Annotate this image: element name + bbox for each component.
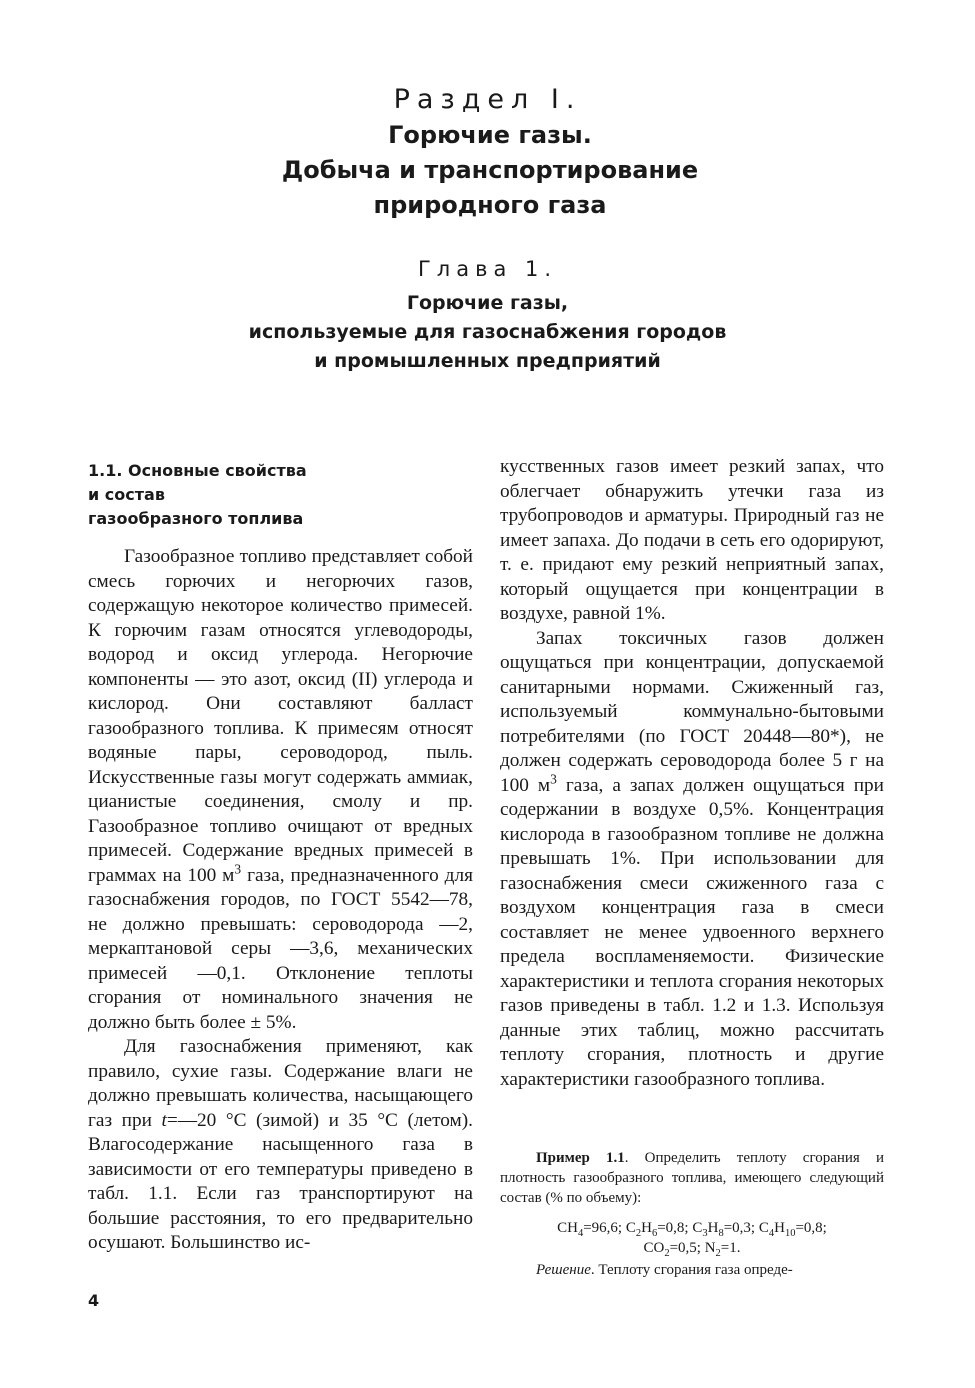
chapter-title-line: используемые для газоснабжения городов <box>248 321 727 343</box>
solution-text: . Теплоту сгорания газа опреде- <box>590 1262 793 1278</box>
solution-paragraph <box>500 1260 884 1280</box>
page-number: 4 <box>88 1291 100 1310</box>
variable: t <box>161 1109 167 1131</box>
section-title-line: газообразного топлива <box>88 509 304 528</box>
superscript: 3 <box>550 771 557 787</box>
chapter-label: Глава 1. <box>417 257 558 281</box>
value: =96,6; <box>583 1220 623 1236</box>
solution-label: Решение <box>536 1262 591 1278</box>
section-title-line: и состав <box>88 485 165 504</box>
left-column <box>88 545 473 1256</box>
chapter-title <box>160 289 815 376</box>
superscript: 3 <box>234 861 242 877</box>
paragraph-text: Запах токсичных газов должен ощущаться при концентрации, допускаемой санитарными нормами. Сжиженный газ, используемый коммунально-бытовыми потребителями (по ГОСТ 20448—80*), не должен содержать сероводорода более 5 г на 100 м <box>500 627 884 796</box>
part-title-line: Горючие газы. <box>388 121 592 149</box>
composition-formula: $CH_4=96,6$; $C_2H_6=0,8$; $C_3H_8=0,3$; $C_4H_{10}=0,8$; $CO_2=0,5$; $N_2=1$. <box>557 1220 827 1259</box>
value: =0,8; <box>657 1220 689 1236</box>
paragraph <box>88 545 473 1035</box>
paragraph: кусственных газов имеет резкий запах, что облегчает обнаружить утечки газа из трубопроводов и арматуры. Природный газ не имеет запаха. До подачи в сеть его одорируют, т. е. придают ему резкий неприятный запах, который ощущается при концентрации в воздухе, равной 1%. <box>500 456 884 624</box>
part-label: Раздел I. <box>393 84 582 115</box>
section-title-line: 1.1. Основные свойства <box>88 461 307 480</box>
section-title <box>88 459 388 531</box>
chapter-title-line: и промышленных предприятий <box>314 350 661 372</box>
paragraph <box>500 627 884 1093</box>
example-block <box>500 1148 884 1280</box>
value: =0,5; <box>669 1240 701 1256</box>
part-title-line: Добыча и транспортирование <box>281 156 699 184</box>
right-column <box>500 455 884 1092</box>
example-text: . Определить теплоту сгорания и плотность газообразного топлива, имеющего следующий состав (% по объему): <box>500 1150 884 1206</box>
paragraph-text: Для газоснабжения применяют, как правило, сухие газы. Содержание влаги не должно превышать количества, насыщающего газ при <box>88 1036 473 1131</box>
paragraph-text: =—20 °С (зимой) и 35 °С (летом). Влагосодержание насыщенного газа в зависимости от его температуры приведено в табл. 1.1. Если газ транспортируют на большие расстояния, то его предварительно осушают. Большинство ис- <box>88 1109 473 1253</box>
value: =0,3; <box>723 1220 756 1236</box>
paragraph-text: газа, предназначенного для газоснабжения городов, по ГОСТ 5542—78, не должно превышать: сероводорода —2, меркаптановой серы —3,6, механических примесей —0,1. Отклонение теплоты сгорания от номинального значения не должно быть более ± 5%. <box>88 864 473 1033</box>
paragraph <box>88 1035 473 1256</box>
example-label: Пример 1.1 <box>536 1150 625 1166</box>
chapter-title-line: Горючие газы, <box>406 292 569 314</box>
part-title-line: природного газа <box>373 191 607 219</box>
example-paragraph <box>500 1148 884 1208</box>
paragraph-text: Газообразное топливо представляет собой смесь горючих и негорючих газов, содержащую некоторое количество примесей. К горючим газам относятся углеводороды, водород и оксид углерода. Негорючие компоненты — это азот, оксид (II) углерода и кислород. Они составляют балласт газообразного топлива. К примесям относят водяные пары, сероводород, пыль. Искусственные газы могут содержать аммиак, цианистые соединения, смолу и пр. Газообразное топливо очищают от вредных примесей. Содержание вредных примесей в граммах на 100 м <box>88 546 473 886</box>
value: =0,8; <box>795 1220 827 1236</box>
part-title <box>200 118 780 223</box>
value: =1. <box>720 1240 741 1256</box>
paragraph-text: газа, а запах должен ощущаться при содержании в воздухе 0,5%. Концентрация кислорода в газообразном топливе не должна превышать 1%. При использовании для газоснабжения смеси сжиженного газа с воздухом концентрация газа в смеси составляет не менее удвоенного верхнего предела воспламеняемости. Физические характеристики и теплота сгорания некоторых газов приведены в табл. 1.2 и 1.3. Используя данные этих таблиц, можно рассчитать теплоту сгорания, плотность и другие характеристики газообразного топлива. <box>500 774 884 1090</box>
